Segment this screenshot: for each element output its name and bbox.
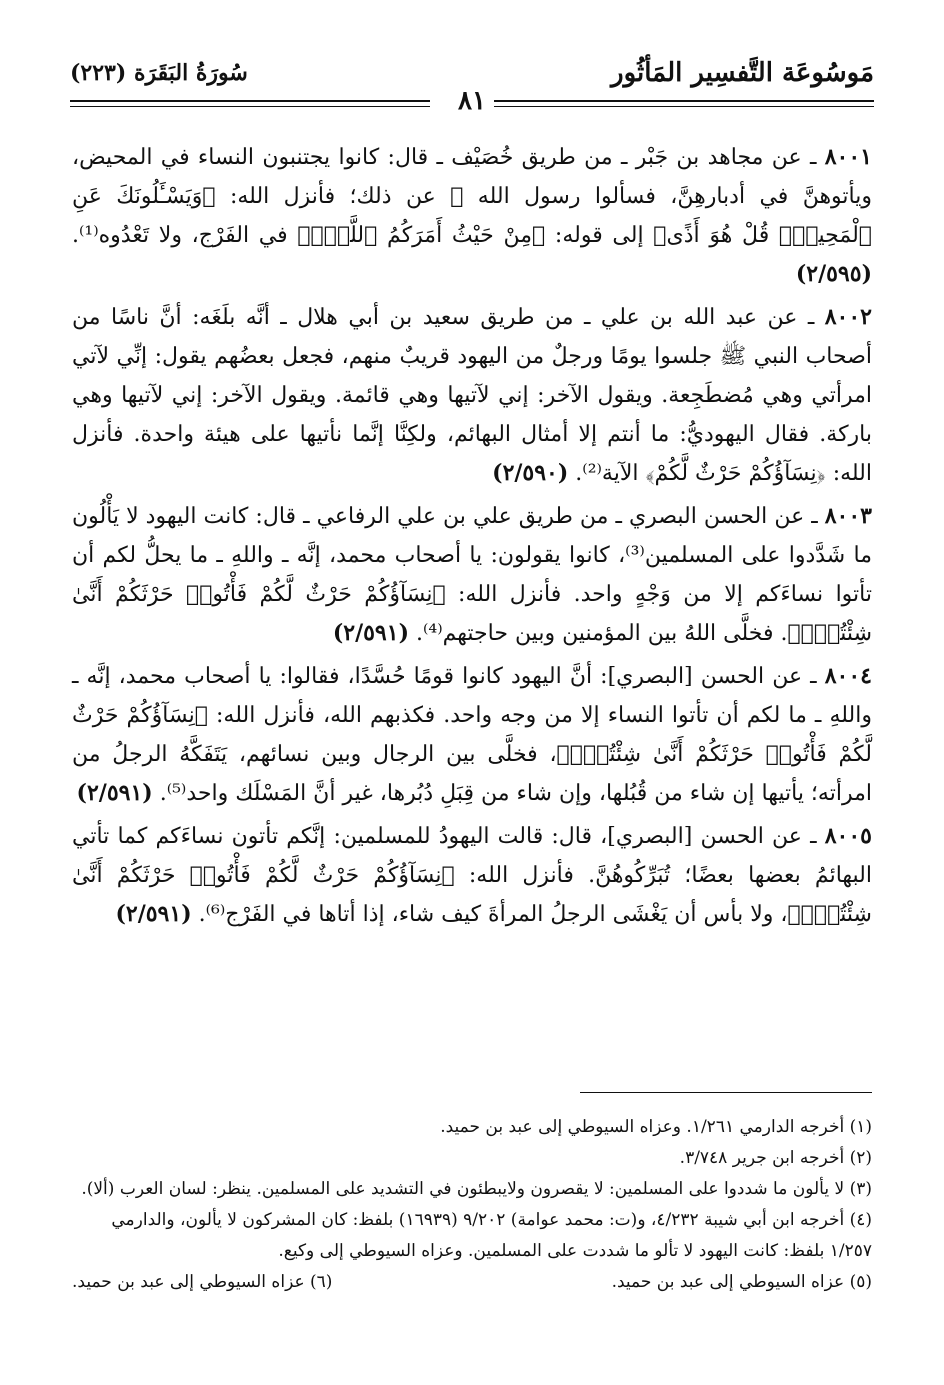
entry: [72, 298, 872, 493]
entry-text: ـ عن عبد الله بن علي ـ من طريق سعيد بن أبي هلال ـ أنَّه بلَغَه: أنَّ ناسًا من أصحاب النبي ﷺ جلسوا يومًا ورجلٌ من اليهود قريبٌ منهم، فجعل بعضُهم يقول: إنِّي لآتي امرأتي وهي مُضطَجِعة. ويقول الآخر: إني لآتيها وهي قائمة. ويقول الآخر: إني لآتيها وهي باركة. فقال اليهوديُّ: ما أنتم إلا أمثال البهائم، ولكِنَّا إنَّما نأتيها على هيئة واحدة. فأنزل الله: ﴿نِسَآؤُكُمْ حَرْثٌ لَّكُمْ﴾ الآية⁽²⁾.: [72, 305, 872, 486]
entry-text: ـ عن الحسن [البصري]: أنَّ اليهود كانوا قومًا حُسَّدًا، فقالوا: يا أصحاب محمد، إنَّه ـ واللهِ ـ ما لكم أن تأتوا النساء إلا من وجه واحد. فكذبهم الله، فأنزل الله: ﴿نِسَآؤُكُمْ حَرْثٌ لَّكُمْ فَأْتُوا۟ حَرْثَكُمْ أَنَّىٰ شِئْتُمْۖ﴾، فخلَّى بين الرجال وبين نسائهم، يَتَفَكَّهُ الرجلُ من امرأته؛ يأتيها إن شاء من قُبُلها، وإن شاء من قِبَلِ دُبُرها، غير أنَّ المَسْلَك واحد⁽⁵⁾.: [72, 664, 872, 806]
book-title: مَوسُوعَة التَّفسِير المَأثُور: [611, 58, 874, 88]
footnote: (٦) عزاه السيوطي إلى عبد بن حميد.: [72, 1272, 333, 1292]
entry: [72, 138, 872, 294]
footnote: (٢) أخرجه ابن جرير ٣/٧٤٨.: [679, 1148, 872, 1168]
footnote: (٥) عزاه السيوطي إلى عبد بن حميد.: [611, 1272, 872, 1292]
entry-reference: (٢/٥٩١): [76, 780, 153, 806]
footnote: (١) أخرجه الدارمي ١/٢٦١. وعزاه السيوطي إلى عبد بن حميد.: [440, 1117, 872, 1137]
entry-text: ـ عن مجاهد بن جَبْر ـ من طريق خُصَيْف ـ قال: كانوا يجتنبون النساء في المحيض، ويأتوهنَّ في أدبارهِنَّ، فسألوا رسول الله ﷺ عن ذلك؛ فأنزل الله: ﴿وَيَسْـَٔلُونَكَ عَنِ ٱلْمَحِيضِۖ قُلْ هُوَ أَذًى﴾ إلى قوله: ﴿مِنْ حَيْثُ أَمَرَكُمُ ٱللَّهُۚ﴾ في الفَرْج، ولا تَعْدُوه⁽¹⁾.: [72, 145, 872, 248]
footnote-separator: [580, 1092, 872, 1093]
entry-reference: (٢/٥٩١): [332, 620, 409, 646]
main-text: [72, 138, 872, 938]
footnotes: [72, 1112, 872, 1298]
header-rule-left: [70, 100, 430, 107]
entry-text: ـ عن الحسن [البصري]، قال: قالت اليهودُ للمسلمين: إنَّكم تأتون نساءَكم كما تأتي البهائمُ بعضها بعضًا؛ تُبَرِّكُوهُنَّ. فأنزل الله: ﴿نِسَآؤُكُمْ حَرْثٌ لَّكُمْ فَأْتُوا۟ حَرْثَكُمْ أَنَّىٰ شِئْتُمْۖ﴾، ولا بأس أن يَغْشَى الرجلُ المرأةَ كيف شاء، إذا أتاها في الفَرْج⁽⁶⁾.: [72, 824, 872, 927]
footnote: (٤) أخرجه ابن أبي شيبة ٤/٢٣٢، و(ت: محمد عوامة) ٩/٢٠٢ (١٦٩٣٩) بلفظ: كان المشركون لا يألون، والدارمي ١/٢٥٧ بلفظ: كانت اليهود لا تألو ما شددت على المسلمين. وعزاه السيوطي إلى وكيع.: [111, 1210, 872, 1261]
footnote-row: [72, 1267, 872, 1298]
surah-label: سُورَةُ البَقَرَة (٢٢٣): [70, 60, 248, 86]
entry-number: ٨٠٠٣: [824, 503, 872, 529]
page-header: [70, 48, 874, 118]
footnote: (٣) لا يألون ما شددوا على المسلمين: لا يقصرون ولايبطئون في التشديد على المسلمين. ينظر: لسان العرب (ألا).: [81, 1179, 872, 1199]
entry-reference: (٢/٥٩١): [115, 901, 192, 927]
page-number: ٨١: [458, 86, 486, 116]
entry: [72, 497, 872, 653]
entry-text: ـ عن الحسن البصري ـ من طريق علي بن علي الرفاعي ـ قال: كانت اليهود لا يَأْلُون ما شَدَّدوا على المسلمين⁽³⁾، كانوا يقولون: يا أصحاب محمد، إنَّه ـ واللهِ ـ ما يحلُّ لكم أن تأتوا نساءَكم إلا من وَجْهٍ واحد. فأنزل الله: ﴿نِسَآؤُكُمْ حَرْثٌ لَّكُمْ فَأْتُوا۟ حَرْثَكُمْ أَنَّىٰ شِئْتُمْۖ﴾. فخلَّى اللهُ بين المؤمنين وبين حاجتهم⁽⁴⁾.: [72, 504, 872, 646]
entry-reference: (٢/٥٩٠): [492, 460, 569, 486]
entry-number: ٨٠٠١: [824, 144, 872, 170]
entry-number: ٨٠٠٤: [824, 663, 872, 689]
entry: [72, 817, 872, 934]
entry-number: ٨٠٠٥: [824, 823, 872, 849]
entry-number: ٨٠٠٢: [824, 304, 872, 330]
entry-reference: (٢/٥٩٥): [795, 261, 872, 287]
entry: [72, 657, 872, 813]
